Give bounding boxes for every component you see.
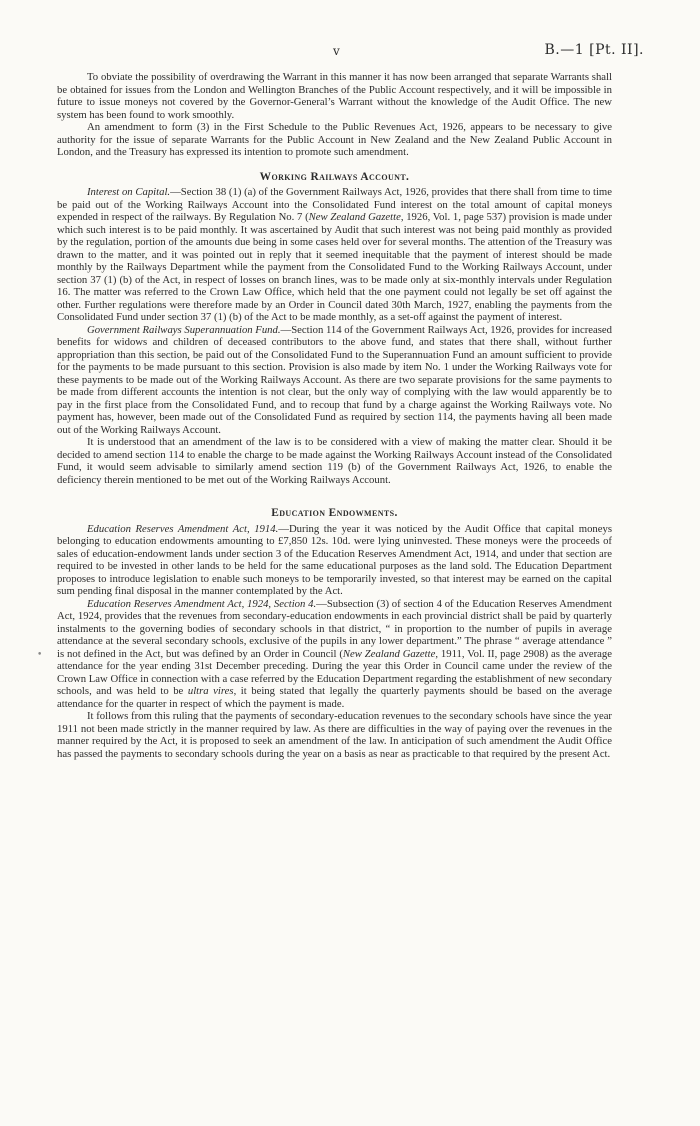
paragraph-amendment-form: An amendment to form (3) in the First Schedule to the Public Revenues Act, 1926, appears to be necessary to give authority for the issue of separate Warrants for the Public Account in New Zealand and the New Zealand Public Account in London, and the Treasury has expressed its intention to promote such amendment. (57, 121, 612, 158)
paragraph-reserves-act-1924: Education Reserves Amendment Act, 1924, Section 4.—Subsection (3) of section 4 of the Education Reserves Amendment Act, 1924, provides that the revenues from secondary-education endowments in each provincial district shall be paid by quarterly instalments to the governing bodies of secondary schools in that district, “ in proportion to the number of pupils in average attendance at the several secondary schools, exclusive of the pupils in any lower department.” The phrase “ average attendance ” is not defined in the Act, but was defined by an Order in Council (New Zealand Gazette, 1911, Vol. II, page 2908) as the average attendance for the year ending 31st December preceding. During the year this Order in Council came under the review of the Crown Law Office in connection with a case referred by the Education Department regarding the establishment of new secondary schools, and was held to be ultra vires, it being stated that legally the quarterly payments should be based on the average attendance for the quarter in respect of which the payment is made. (57, 597, 613, 710)
paragraph-title: Interest on Capital. (87, 186, 171, 198)
paragraph-amendment-of-law: It is understood that an amendment of the law is to be considered with a view of making the matter clear. Should it be decided to amend section 114 to enable the charge to be made against the Working Railways Account instead of the Consolidated Fund, it would seem advisable to similarly amend section 119 (b) of the Government Railways Act, 1926, to enable the deficiency therein mentioned to be met out of the Working Railways Account. (57, 436, 612, 486)
paragraph-interest-on-capital: Interest on Capital.—Section 38 (1) (a) of the Government Railways Act, 1926, provides that there shall from time to time be paid out of the Working Railways Account into the Consolidated Fund interest on the total amount of capital moneys expended in respect of the railways. By Regulation No. 7 (New Zealand Gazette, 1926, Vol. 1, page 537) provision is made under which such interest is to be paid monthly. It was ascertained by Audit that such interest was not being paid monthly as provided by the regulation, portion of the amounts due being in some cases held over for several months. The attention of the Treasury was drawn to the matter, and it was pointed out in reply that it seemed inequitable that the payment of interest should be made monthly by the Railways Department while the payment from the Consolidated Fund to the Working Railways Account, under section 37 (1) (b) of the Act, in respect of losses on branch lines, was to be made only at six-monthly intervals under Regulation 16. The matter was referred to the Crown Law Office, which held that the one payment could not legally be set off against the other. Further regulations were therefore made by an Order in Council dated 30th March, 1927, enabling the payments from the Consolidated Fund under section 37 (1) (b) of the Act to be made monthly, as a set-off against the payment of interest. (57, 186, 612, 323)
paragraph-title: Education Reserves Amendment Act, 1924, Section 4. (87, 597, 317, 610)
margin-mark: • (37, 650, 43, 660)
page-number: v (333, 44, 340, 58)
page-header (0, 44, 700, 64)
paragraph-reserves-act-1914: Education Reserves Amendment Act, 1914.—During the year it was noticed by the Audit Office that capital moneys belonging to education endowments amounting to £7,850 12s. 10d. were lying uninvested. These moneys were the proceeds of sales of education-endowment lands under section 3 of the Education Reserves Amendment Act, 1914, and under that section are required to be invested in other lands to be held for the same educational purposes as the land sold. The Education Department proposes to introduce legislation to enable such moneys to be temporarily invested, so that interest may be earned on the capital sum pending final disposal in the manner contemplated by the Act. (57, 522, 612, 597)
gazette-reference: New Zealand Gazette (308, 211, 401, 223)
paragraph-ruling-consequence: It follows from this ruling that the payments of secondary-education revenues to the secondary schools have since the year 1911 not been made strictly in the manner required by law. As there are difficulties in the way of paying over the revenues in the manner required by the Act, it is proposed to seek an amendment of the law. In anticipation of such amendment the Audit Office has passed the payments to secondary schools during the year on a basis as near as practicable to that required by the present Act. (57, 710, 612, 760)
paragraph-title: Education Reserves Amendment Act, 1914. (87, 522, 279, 535)
gazette-reference: New Zealand Gazette (342, 647, 436, 660)
section-heading-working-railways: Working Railways Account. (259, 170, 410, 183)
paragraph-title: Government Railways Superannuation Fund. (87, 323, 281, 336)
document-reference: B.—1 [Pt. II]. (544, 42, 644, 58)
paragraph-superannuation-fund: Government Railways Superannuation Fund.—Section 114 of the Government Railways Act, 1926, provides for increased benefits for widows and children of deceased contributors to the above fund, and states that there shall, without further appropriation than this section, be paid out of the Consolidated Fund to the Superannuation Fund an amount sufficient to provide for the payments to be made pursuant to this section. Provision is also made by item No. 1 under the Working Railways vote for these payments to be made out of the Working Railways Account. As there are two separate provisions for the same payments to be made from different accounts the intention is not clear, but the only way of complying with the law would apparently be to pay in the first place from the Consolidated Fund, and to recoup that fund by a charge against the Working Railways vote. No payment has, however, been made out of the Consolidated Fund as required by section 114, the payments having all been made out of the Working Railways Account. (57, 323, 612, 436)
paragraph-warrants: To obviate the possibility of overdrawing the Warrant in this manner it has now been arranged that separate Warrants shall be obtained for issues from the London and Wellington Branches of the Public Account respectively, and it will be impossible in future to issue moneys not covered by the Governor-General’s Warrant without the knowledge of the Audit Office. The new system has been found to work smoothly. (57, 71, 612, 121)
section-heading-education-endowments: Education Endowments. (271, 507, 398, 519)
document-body (57, 71, 612, 760)
latin-phrase: ultra vires (187, 685, 234, 697)
